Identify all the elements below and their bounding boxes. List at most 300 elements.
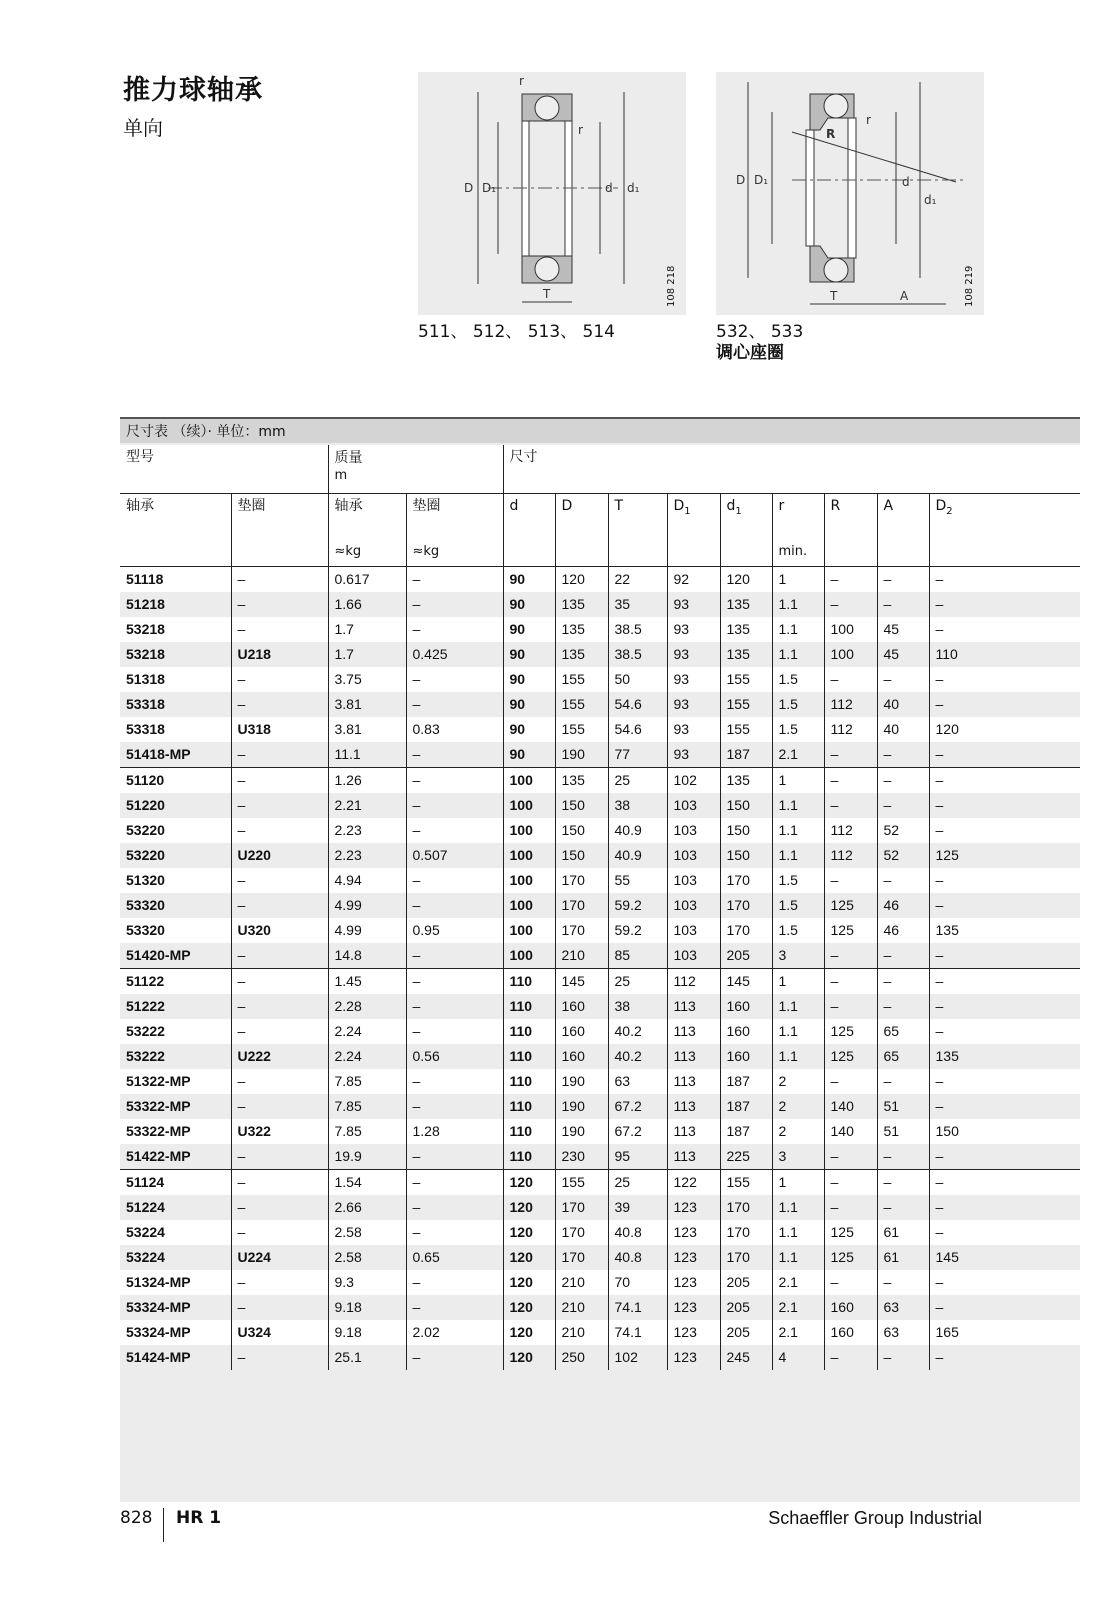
cell-D: 190	[555, 1119, 608, 1144]
cell-D: 120	[555, 567, 608, 593]
cell-bearing: 53322-MP	[120, 1094, 231, 1119]
cell-D2: 145	[929, 1245, 1080, 1270]
cell-T: 38	[608, 793, 667, 818]
cell-d: 100	[503, 818, 555, 843]
figure-code: 108 218	[666, 265, 677, 307]
cell-r: 3	[772, 1144, 824, 1170]
cell-D2: –	[929, 1144, 1080, 1170]
cell-washer: U324	[231, 1320, 328, 1345]
cell-washer: –	[231, 1094, 328, 1119]
cell-mass-washer: –	[406, 818, 503, 843]
company-name: Schaeffler Group Industrial	[768, 1508, 982, 1528]
cell-d: 120	[503, 1220, 555, 1245]
cell-D2: –	[929, 1345, 1080, 1370]
cell-d1: 155	[720, 717, 772, 742]
cell-mass-washer: –	[406, 617, 503, 642]
cell-D1: 112	[667, 969, 720, 995]
cell-washer: –	[231, 667, 328, 692]
cell-D: 160	[555, 1044, 608, 1069]
table-row	[120, 868, 1080, 893]
table-row	[120, 1144, 1080, 1170]
cell-washer: –	[231, 1019, 328, 1044]
page-subtitle: 单向	[123, 116, 163, 140]
cell-R: 125	[824, 1044, 877, 1069]
cell-mass-bearing: 1.7	[328, 617, 406, 642]
cell-mass-washer: –	[406, 592, 503, 617]
table-row	[120, 893, 1080, 918]
cell-washer: –	[231, 793, 328, 818]
cell-R: 125	[824, 1019, 877, 1044]
cell-D2: –	[929, 592, 1080, 617]
cell-T: 40.2	[608, 1044, 667, 1069]
cell-mass-bearing: 2.58	[328, 1245, 406, 1270]
col-R: R	[824, 494, 877, 567]
cell-A: –	[877, 1195, 929, 1220]
cell-d1: 187	[720, 1069, 772, 1094]
cell-r: 1.1	[772, 592, 824, 617]
cell-mass-bearing: 2.28	[328, 994, 406, 1019]
cell-A: 61	[877, 1220, 929, 1245]
cell-R: 100	[824, 617, 877, 642]
cell-mass-bearing: 3.81	[328, 717, 406, 742]
cell-mass-bearing: 0.617	[328, 567, 406, 593]
cell-D2: –	[929, 893, 1080, 918]
cell-d: 110	[503, 969, 555, 995]
table-row	[120, 1019, 1080, 1044]
cell-d: 100	[503, 768, 555, 794]
cell-R: 125	[824, 893, 877, 918]
table-row	[120, 1119, 1080, 1144]
cell-d: 120	[503, 1270, 555, 1295]
cell-D1: 113	[667, 1094, 720, 1119]
cell-D2: –	[929, 617, 1080, 642]
cell-bearing: 53324-MP	[120, 1295, 231, 1320]
cell-D: 135	[555, 617, 608, 642]
cell-d1: 155	[720, 667, 772, 692]
label-D1: D₁	[482, 181, 497, 195]
cell-washer: –	[231, 1220, 328, 1245]
cell-d1: 205	[720, 1295, 772, 1320]
table-heading: 尺寸表 （续）· 单位：mm	[120, 417, 1080, 443]
cell-bearing: 51220	[120, 793, 231, 818]
cell-mass-washer: –	[406, 1270, 503, 1295]
cell-washer: –	[231, 969, 328, 995]
header-mass: 质量 m	[328, 445, 503, 494]
cell-d: 110	[503, 1119, 555, 1144]
cell-bearing: 53218	[120, 642, 231, 667]
cell-bearing: 53320	[120, 893, 231, 918]
cell-D2: –	[929, 1170, 1080, 1196]
cell-mass-washer: –	[406, 1295, 503, 1320]
cell-D1: 102	[667, 768, 720, 794]
cell-A: –	[877, 592, 929, 617]
cell-R: 112	[824, 692, 877, 717]
cell-mass-washer: 0.83	[406, 717, 503, 742]
cell-T: 25	[608, 969, 667, 995]
cell-r: 2	[772, 1094, 824, 1119]
cell-d: 100	[503, 843, 555, 868]
figure-caption-note: 调心座圈	[716, 343, 784, 363]
cell-r: 1.1	[772, 994, 824, 1019]
cell-D1: 113	[667, 1069, 720, 1094]
cell-A: –	[877, 1144, 929, 1170]
cell-D1: 93	[667, 667, 720, 692]
cell-mass-washer: –	[406, 1170, 503, 1196]
table-row	[120, 1195, 1080, 1220]
cell-T: 70	[608, 1270, 667, 1295]
cell-bearing: 51420-MP	[120, 943, 231, 969]
cell-D2: –	[929, 1069, 1080, 1094]
cell-r: 4	[772, 1345, 824, 1370]
table-row	[120, 567, 1080, 593]
cell-d1: 135	[720, 617, 772, 642]
cell-D: 160	[555, 1019, 608, 1044]
label-A: A	[900, 289, 909, 303]
cell-R: 125	[824, 1245, 877, 1270]
cell-D1: 93	[667, 692, 720, 717]
cell-d: 90	[503, 717, 555, 742]
cell-d: 90	[503, 592, 555, 617]
cell-washer: U320	[231, 918, 328, 943]
cell-r: 1.1	[772, 1044, 824, 1069]
cell-A: 46	[877, 893, 929, 918]
cell-D1: 103	[667, 818, 720, 843]
cell-washer: –	[231, 1345, 328, 1370]
cell-A: –	[877, 943, 929, 969]
cell-d: 120	[503, 1195, 555, 1220]
cell-washer: U318	[231, 717, 328, 742]
cell-A: –	[877, 1170, 929, 1196]
cell-mass-washer: –	[406, 1220, 503, 1245]
cell-A: –	[877, 1270, 929, 1295]
cell-R: –	[824, 943, 877, 969]
cell-T: 39	[608, 1195, 667, 1220]
cell-r: 1.5	[772, 667, 824, 692]
cell-mass-bearing: 7.85	[328, 1119, 406, 1144]
label-r: r	[866, 113, 871, 127]
table-row	[120, 592, 1080, 617]
cell-d: 120	[503, 1170, 555, 1196]
table-row	[120, 943, 1080, 969]
cell-T: 50	[608, 667, 667, 692]
cell-d: 90	[503, 692, 555, 717]
cell-A: 65	[877, 1019, 929, 1044]
col-T: T	[608, 494, 667, 567]
cell-mass-bearing: 1.26	[328, 768, 406, 794]
cell-r: 1	[772, 1170, 824, 1196]
cell-r: 1.1	[772, 617, 824, 642]
cell-D: 155	[555, 717, 608, 742]
col-mass-bearing: 轴承 ≈kg	[328, 494, 406, 567]
cell-washer: –	[231, 1144, 328, 1170]
cell-mass-washer: –	[406, 893, 503, 918]
cell-bearing: 51320	[120, 868, 231, 893]
page-title: 推力球轴承	[123, 75, 263, 106]
cell-D: 145	[555, 969, 608, 995]
cell-washer: –	[231, 818, 328, 843]
cell-mass-bearing: 1.54	[328, 1170, 406, 1196]
cell-mass-bearing: 2.24	[328, 1019, 406, 1044]
cell-D: 150	[555, 818, 608, 843]
cell-D1: 123	[667, 1320, 720, 1345]
cell-D2: –	[929, 768, 1080, 794]
cell-d: 90	[503, 642, 555, 667]
cell-mass-washer: –	[406, 567, 503, 593]
cell-D: 190	[555, 742, 608, 768]
table-row	[120, 818, 1080, 843]
cell-d1: 187	[720, 1094, 772, 1119]
col-D1: $D_1$	[667, 494, 720, 567]
cell-D: 210	[555, 1295, 608, 1320]
col-A: A	[877, 494, 929, 567]
cell-r: 1.5	[772, 717, 824, 742]
cell-r: 1.5	[772, 893, 824, 918]
cell-washer: U220	[231, 843, 328, 868]
cell-D1: 123	[667, 1345, 720, 1370]
cell-washer: U218	[231, 642, 328, 667]
col-d1: $d_1$	[720, 494, 772, 567]
cell-d1: 205	[720, 943, 772, 969]
cell-d: 120	[503, 1320, 555, 1345]
cell-d1: 150	[720, 793, 772, 818]
cell-A: 40	[877, 717, 929, 742]
cell-washer: –	[231, 742, 328, 768]
figure-caption-series: 532、 533	[716, 322, 804, 342]
cell-D1: 123	[667, 1195, 720, 1220]
cell-D2: 150	[929, 1119, 1080, 1144]
cell-D: 150	[555, 843, 608, 868]
cell-A: 45	[877, 617, 929, 642]
label-D: D	[464, 181, 474, 195]
cell-D1: 123	[667, 1220, 720, 1245]
cell-R: –	[824, 868, 877, 893]
cell-D1: 103	[667, 943, 720, 969]
cell-bearing: 53224	[120, 1245, 231, 1270]
cell-mass-bearing: 4.99	[328, 918, 406, 943]
cell-d: 110	[503, 1094, 555, 1119]
cell-R: 125	[824, 1220, 877, 1245]
label-d1: d₁	[627, 181, 640, 195]
cell-A: –	[877, 994, 929, 1019]
cell-mass-bearing: 4.94	[328, 868, 406, 893]
cell-D1: 113	[667, 1119, 720, 1144]
cell-mass-bearing: 9.18	[328, 1295, 406, 1320]
cell-R: –	[824, 1195, 877, 1220]
figure-caption	[716, 322, 803, 364]
cell-mass-washer: –	[406, 1094, 503, 1119]
cell-A: –	[877, 793, 929, 818]
cell-D2: 110	[929, 642, 1080, 667]
cell-d1: 160	[720, 994, 772, 1019]
cell-bearing: 53318	[120, 692, 231, 717]
cell-mass-washer: 1.28	[406, 1119, 503, 1144]
cell-D2: –	[929, 1195, 1080, 1220]
cell-washer: –	[231, 592, 328, 617]
col-D: D	[555, 494, 608, 567]
col-washer: 垫圈	[231, 494, 328, 567]
cell-D2: –	[929, 868, 1080, 893]
cell-T: 59.2	[608, 918, 667, 943]
cell-D: 170	[555, 893, 608, 918]
cell-d1: 150	[720, 843, 772, 868]
cell-A: 63	[877, 1320, 929, 1345]
cell-mass-washer: –	[406, 1144, 503, 1170]
table-row	[120, 642, 1080, 667]
cell-D1: 123	[667, 1245, 720, 1270]
cell-R: –	[824, 1270, 877, 1295]
cell-R: –	[824, 742, 877, 768]
cell-d1: 205	[720, 1270, 772, 1295]
cell-mass-washer: 0.56	[406, 1044, 503, 1069]
col-bearing: 轴承	[120, 494, 231, 567]
cell-r: 1.5	[772, 868, 824, 893]
cell-r: 1.1	[772, 1019, 824, 1044]
cell-T: 38.5	[608, 617, 667, 642]
cell-bearing: 53322-MP	[120, 1119, 231, 1144]
cell-d: 110	[503, 1144, 555, 1170]
cell-washer: –	[231, 1195, 328, 1220]
cell-washer: –	[231, 893, 328, 918]
cell-bearing: 51120	[120, 768, 231, 794]
cell-d1: 245	[720, 1345, 772, 1370]
cell-D1: 93	[667, 642, 720, 667]
cell-r: 2.1	[772, 1320, 824, 1345]
cell-bearing: 51418-MP	[120, 742, 231, 768]
table-row	[120, 692, 1080, 717]
cell-mass-washer: –	[406, 994, 503, 1019]
cell-bearing: 53220	[120, 843, 231, 868]
cell-d1: 160	[720, 1044, 772, 1069]
cell-mass-washer: –	[406, 768, 503, 794]
cell-T: 95	[608, 1144, 667, 1170]
cell-mass-bearing: 1.45	[328, 969, 406, 995]
cell-d: 100	[503, 868, 555, 893]
cell-r: 1.1	[772, 1195, 824, 1220]
cell-d: 90	[503, 617, 555, 642]
cell-R: 160	[824, 1320, 877, 1345]
cell-mass-bearing: 2.66	[328, 1195, 406, 1220]
cell-A: –	[877, 742, 929, 768]
label-r-inner: r	[578, 123, 583, 137]
cell-A: 45	[877, 642, 929, 667]
cell-D2: –	[929, 818, 1080, 843]
cell-R: 112	[824, 717, 877, 742]
cell-T: 67.2	[608, 1119, 667, 1144]
cell-mass-bearing: 2.58	[328, 1220, 406, 1245]
cell-washer: U224	[231, 1245, 328, 1270]
cell-T: 22	[608, 567, 667, 593]
cell-D2: 165	[929, 1320, 1080, 1345]
cell-d1: 170	[720, 918, 772, 943]
cell-mass-bearing: 9.18	[328, 1320, 406, 1345]
cell-d1: 135	[720, 592, 772, 617]
cell-A: 51	[877, 1119, 929, 1144]
cell-D1: 93	[667, 717, 720, 742]
cell-D2: –	[929, 1094, 1080, 1119]
label-R: R	[826, 127, 836, 141]
cell-r: 3	[772, 943, 824, 969]
cell-A: –	[877, 868, 929, 893]
cell-T: 25	[608, 1170, 667, 1196]
cell-D: 170	[555, 1195, 608, 1220]
cell-A: 51	[877, 1094, 929, 1119]
cell-T: 85	[608, 943, 667, 969]
cell-D2: –	[929, 692, 1080, 717]
cell-mass-washer: –	[406, 1069, 503, 1094]
cell-R: –	[824, 969, 877, 995]
cell-washer: –	[231, 943, 328, 969]
cell-mass-bearing: 9.3	[328, 1270, 406, 1295]
cell-D2: –	[929, 1270, 1080, 1295]
cell-D2: –	[929, 793, 1080, 818]
table-row	[120, 1094, 1080, 1119]
cell-washer: –	[231, 1295, 328, 1320]
cell-bearing: 53220	[120, 818, 231, 843]
cell-r: 1.1	[772, 1220, 824, 1245]
cell-T: 40.8	[608, 1245, 667, 1270]
cell-d1: 155	[720, 692, 772, 717]
cell-R: –	[824, 667, 877, 692]
cell-d: 100	[503, 943, 555, 969]
cell-D2: 135	[929, 1044, 1080, 1069]
cell-d: 120	[503, 1295, 555, 1320]
cell-washer: U222	[231, 1044, 328, 1069]
cell-d1: 120	[720, 567, 772, 593]
cell-r: 1	[772, 567, 824, 593]
cell-r: 1	[772, 768, 824, 794]
cell-r: 2.1	[772, 1295, 824, 1320]
cell-mass-washer: –	[406, 793, 503, 818]
cell-D1: 123	[667, 1295, 720, 1320]
cell-mass-bearing: 7.85	[328, 1094, 406, 1119]
cell-mass-bearing: 4.99	[328, 893, 406, 918]
col-d: d	[503, 494, 555, 567]
cell-A: 52	[877, 818, 929, 843]
cell-mass-washer: –	[406, 969, 503, 995]
cell-R: –	[824, 567, 877, 593]
cell-bearing: 51222	[120, 994, 231, 1019]
cell-bearing: 53218	[120, 617, 231, 642]
cell-d: 110	[503, 1069, 555, 1094]
cell-d1: 205	[720, 1320, 772, 1345]
cell-mass-washer: 0.425	[406, 642, 503, 667]
cell-D2: –	[929, 1220, 1080, 1245]
cell-d: 100	[503, 893, 555, 918]
cell-R: –	[824, 793, 877, 818]
table-row	[120, 667, 1080, 692]
cell-T: 54.6	[608, 692, 667, 717]
label-T: T	[543, 287, 551, 301]
cell-T: 54.6	[608, 717, 667, 742]
cell-d1: 170	[720, 868, 772, 893]
cell-A: –	[877, 667, 929, 692]
table-row	[120, 1295, 1080, 1320]
table-row	[120, 1044, 1080, 1069]
cell-d1: 145	[720, 969, 772, 995]
cell-R: 112	[824, 843, 877, 868]
cell-D2: 120	[929, 717, 1080, 742]
cell-r: 1.1	[772, 793, 824, 818]
table-row	[120, 1170, 1080, 1196]
cell-r: 1	[772, 969, 824, 995]
cell-bearing: 51218	[120, 592, 231, 617]
cell-mass-washer: –	[406, 742, 503, 768]
cell-d: 100	[503, 793, 555, 818]
cell-T: 40.8	[608, 1220, 667, 1245]
cell-d1: 135	[720, 768, 772, 794]
cell-D: 155	[555, 692, 608, 717]
table-row	[120, 1069, 1080, 1094]
